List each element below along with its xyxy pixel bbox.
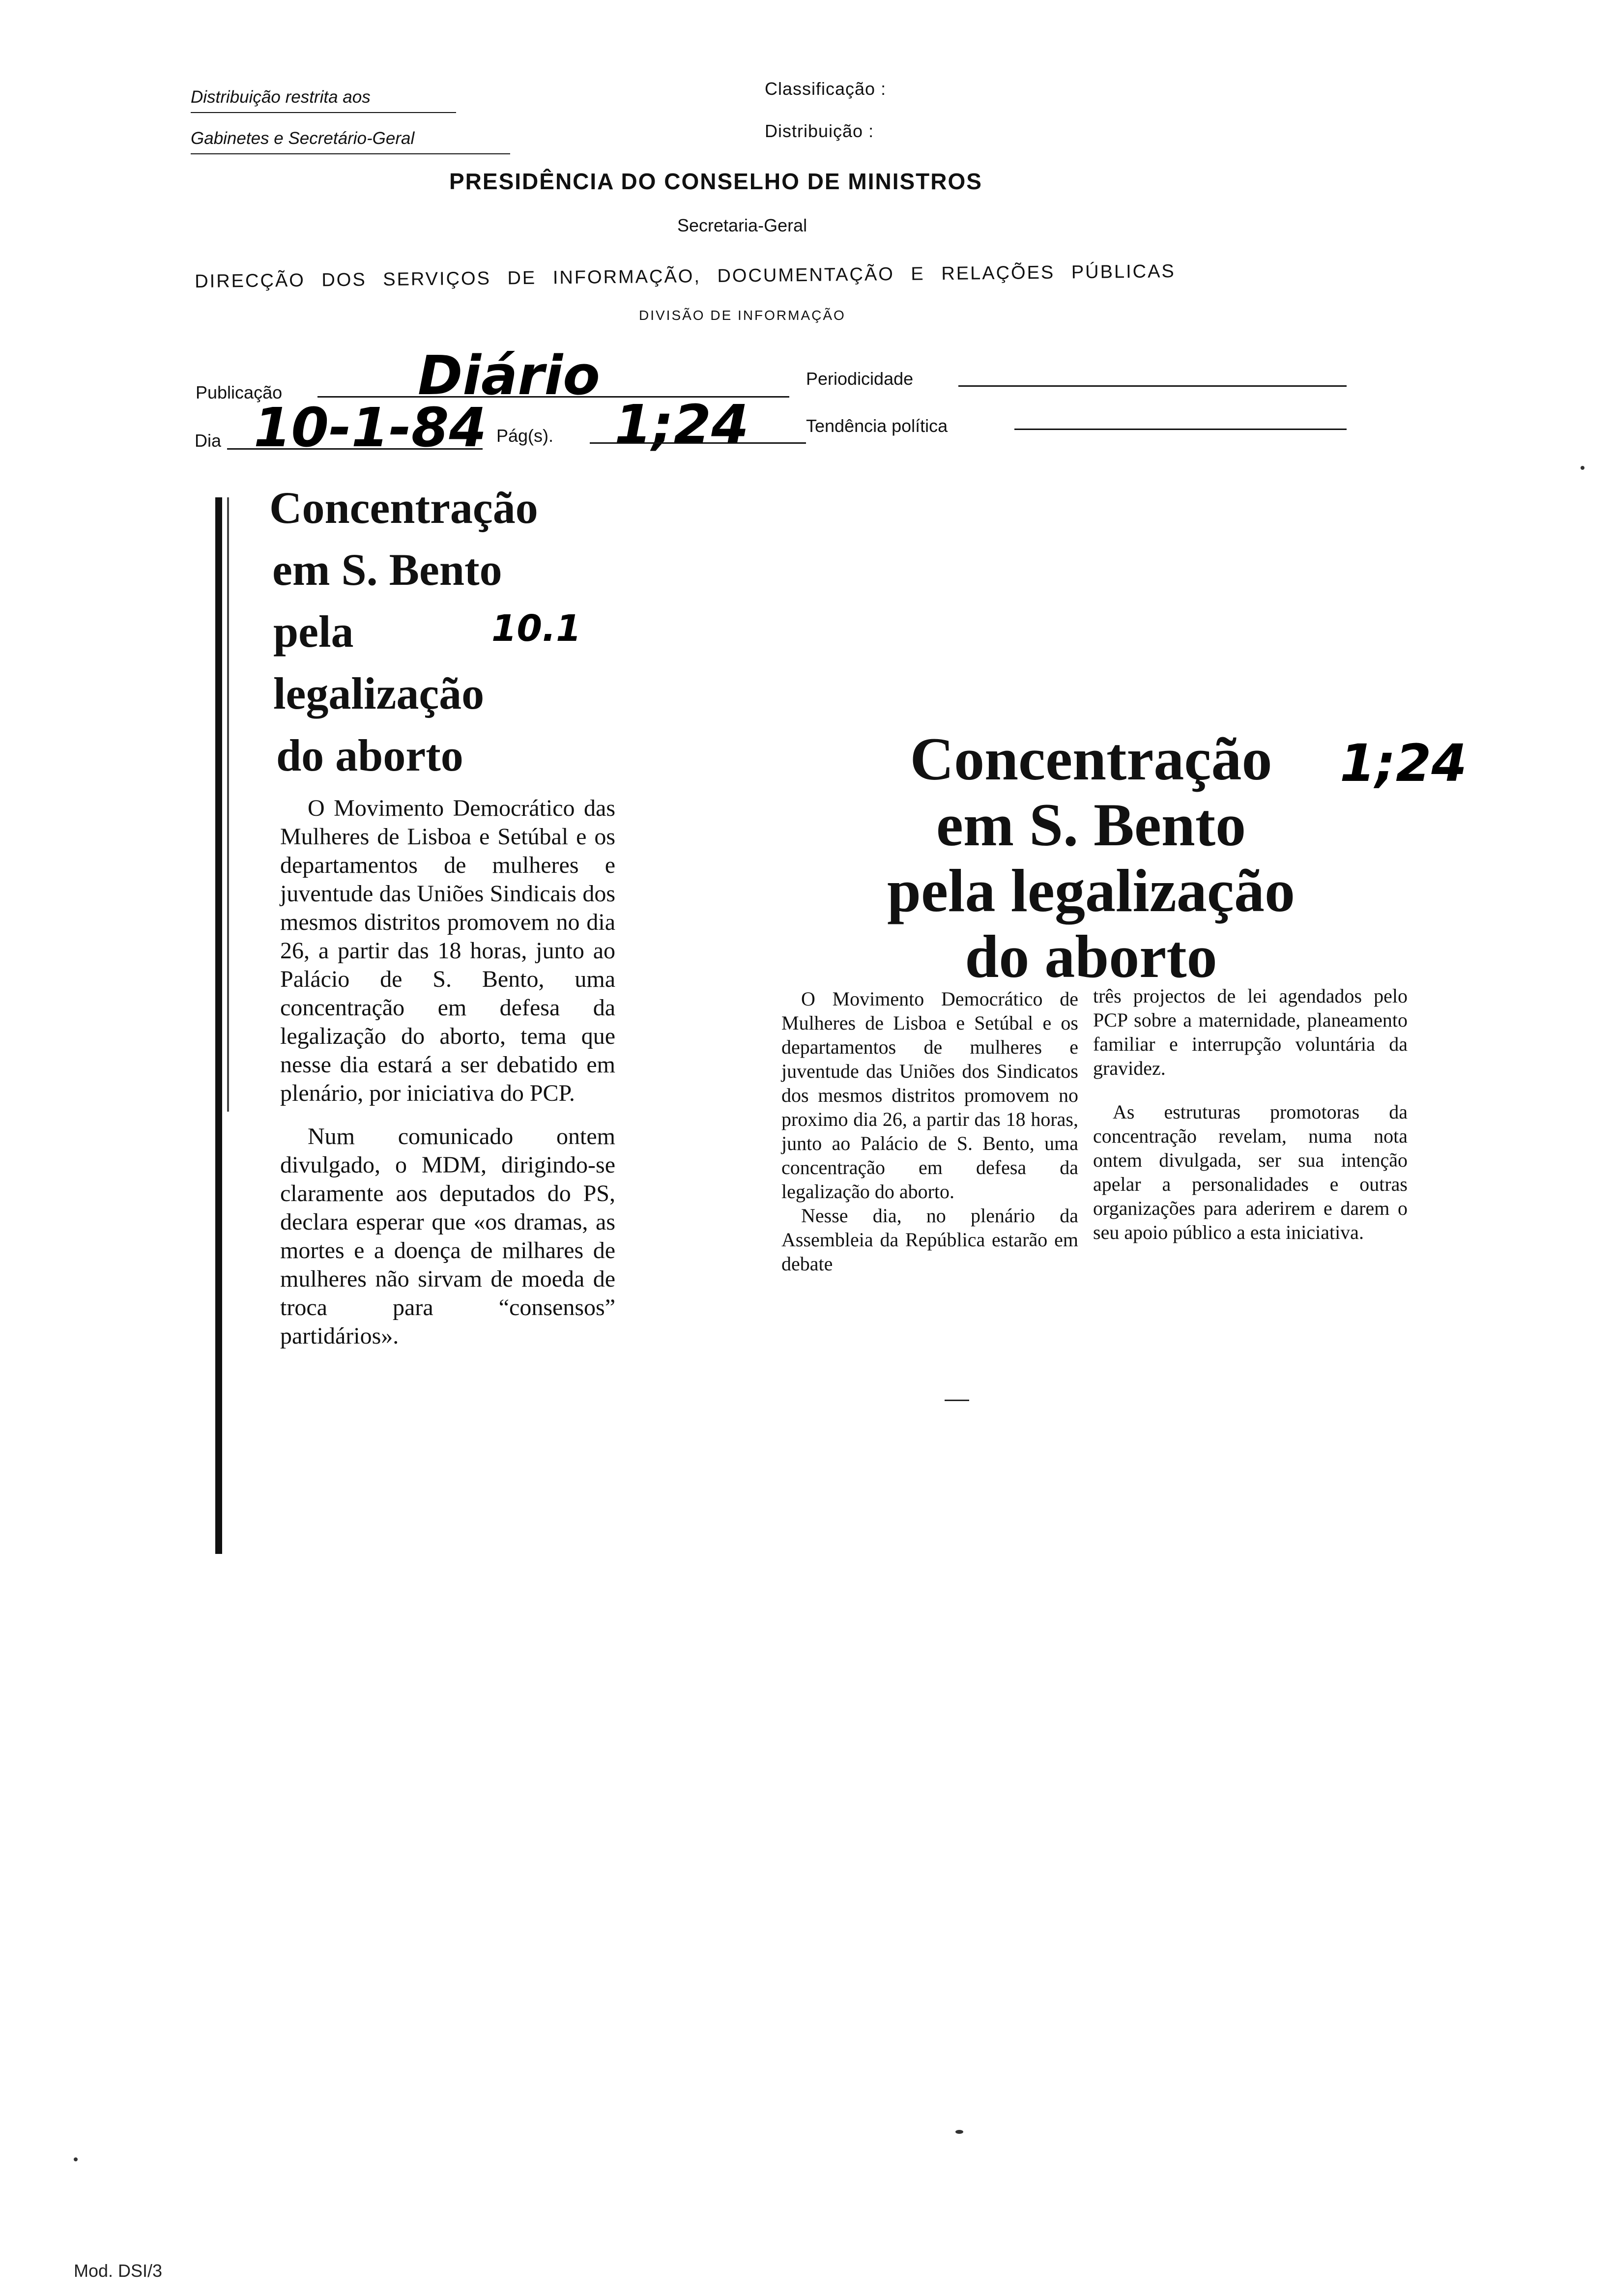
right-clipping-headline bbox=[796, 726, 1386, 990]
office-title: PRESIDÊNCIA DO CONSELHO DE MINISTROS bbox=[449, 169, 982, 194]
dia-line bbox=[227, 448, 483, 450]
tendencia-line bbox=[1014, 429, 1347, 430]
tendencia-label: Tendência política bbox=[806, 416, 948, 436]
scan-speck bbox=[74, 2157, 78, 2161]
pags-line bbox=[590, 442, 806, 444]
periodicidade-line bbox=[958, 385, 1347, 387]
left-paragraph-1: O Movimento Democrático das Mulheres de Lisboa e Setúbal e os departamentos de mulheres e juventude das Uniões Sindicais dos mesmos distritos promovem no dia 26, a partir das 18 horas, junto ao Palácio de S. Bento, uma concentração em defesa da legalização do aborto, tema que nesse dia estará a ser debatido em plenário, por iniciativa do PCP. bbox=[280, 795, 615, 1106]
publicacao-handwritten: Diário bbox=[418, 344, 600, 407]
dia-handwritten: 10-1-84 bbox=[254, 396, 487, 459]
left-paragraph-2: Num comunicado ontem divulgado, o MDM, dirigindo-se claramente aos deputados do PS, declara esperar que «os dramas, as mortes e a doença de milhares de mulheres não sirvam de moeda de troca para “consensos” partidários». bbox=[280, 1123, 615, 1349]
form-code: Mod. DSI/3 bbox=[74, 2261, 163, 2281]
directorate-line: DIRECÇÃO DOS SERVIÇOS DE INFORMAÇÃO, DOCUMENTAÇÃO E RELAÇÕES PÚBLICAS bbox=[195, 261, 1176, 292]
right-column-1 bbox=[781, 987, 1078, 1295]
restricted-distribution-stamp-line1: Distribuição restrita aos bbox=[191, 87, 371, 107]
restricted-distribution-stamp-line2: Gabinetes e Secretário-Geral bbox=[191, 129, 415, 148]
secretaria-geral: Secretaria-Geral bbox=[677, 215, 807, 235]
periodicidade-label: Periodicidade bbox=[806, 369, 914, 389]
stamp-underline-2 bbox=[191, 153, 510, 154]
stamp-underline-1 bbox=[191, 112, 456, 113]
right-col2-paragraph-2: As estruturas promotoras da concentração revelam, numa nota ontem divulgada, ser sua intenção apelar a personalidades e outras organizações para aderirem e darem o seu apoio público a esta iniciativa. bbox=[1093, 1101, 1408, 1243]
left-handwritten-date-note: 10.1 bbox=[491, 607, 581, 650]
right-headline-line-2: em S. Bento bbox=[936, 791, 1246, 859]
scan-speck bbox=[1581, 466, 1584, 470]
publicacao-label: Publicação bbox=[196, 382, 283, 402]
left-clipping-margin-bar bbox=[215, 497, 222, 1554]
scan-speck bbox=[955, 2130, 963, 2134]
right-handwritten-page: 1;24 bbox=[1340, 733, 1467, 793]
division-line: DIVISÃO DE INFORMAÇÃO bbox=[639, 308, 846, 323]
dia-label: Dia bbox=[195, 430, 222, 451]
right-column-end-dash bbox=[945, 1400, 969, 1401]
left-headline-line-4: legalização bbox=[273, 668, 485, 718]
left-headline-line-1: Concentração bbox=[269, 483, 538, 533]
left-headline-line-2: em S. Bento bbox=[272, 545, 502, 595]
right-column-2 bbox=[1093, 984, 1408, 1264]
right-headline-line-3: pela legalização bbox=[887, 857, 1295, 924]
left-headline-line-3: pela bbox=[273, 606, 354, 657]
left-headline-line-5: do aborto bbox=[276, 730, 463, 780]
right-headline-line-1: Concentração bbox=[910, 725, 1272, 793]
classificacao-label: Classificação : bbox=[765, 79, 887, 99]
left-clipping-margin-bar-thin bbox=[227, 497, 229, 1112]
right-col2-paragraph-1: três projectos de lei agendados pelo PCP sobre a maternidade, planeamento familiar e interrupção voluntária da gravidez. bbox=[1093, 985, 1408, 1079]
right-col1-paragraph-2: Nesse dia, no plenário da Assembleia da República estarão em debate bbox=[781, 1205, 1078, 1275]
pags-label: Pág(s). bbox=[496, 426, 554, 446]
right-col1-paragraph-1: O Movimento Democrático de Mulheres de Lisboa e Setúbal e os departamentos de mulheres e juventude das Uniões dos Sindicatos dos mesmos distritos promovem no proximo dia 26, a partir das 18 horas, junto ao Palácio de S. Bento, uma concentração em defesa da legalização do aborto. bbox=[781, 988, 1078, 1203]
pags-handwritten: 1;24 bbox=[614, 393, 749, 456]
left-article-body bbox=[280, 794, 615, 1365]
distribuicao-label: Distribuição : bbox=[765, 121, 874, 141]
right-headline-line-4: do aborto bbox=[965, 923, 1217, 990]
